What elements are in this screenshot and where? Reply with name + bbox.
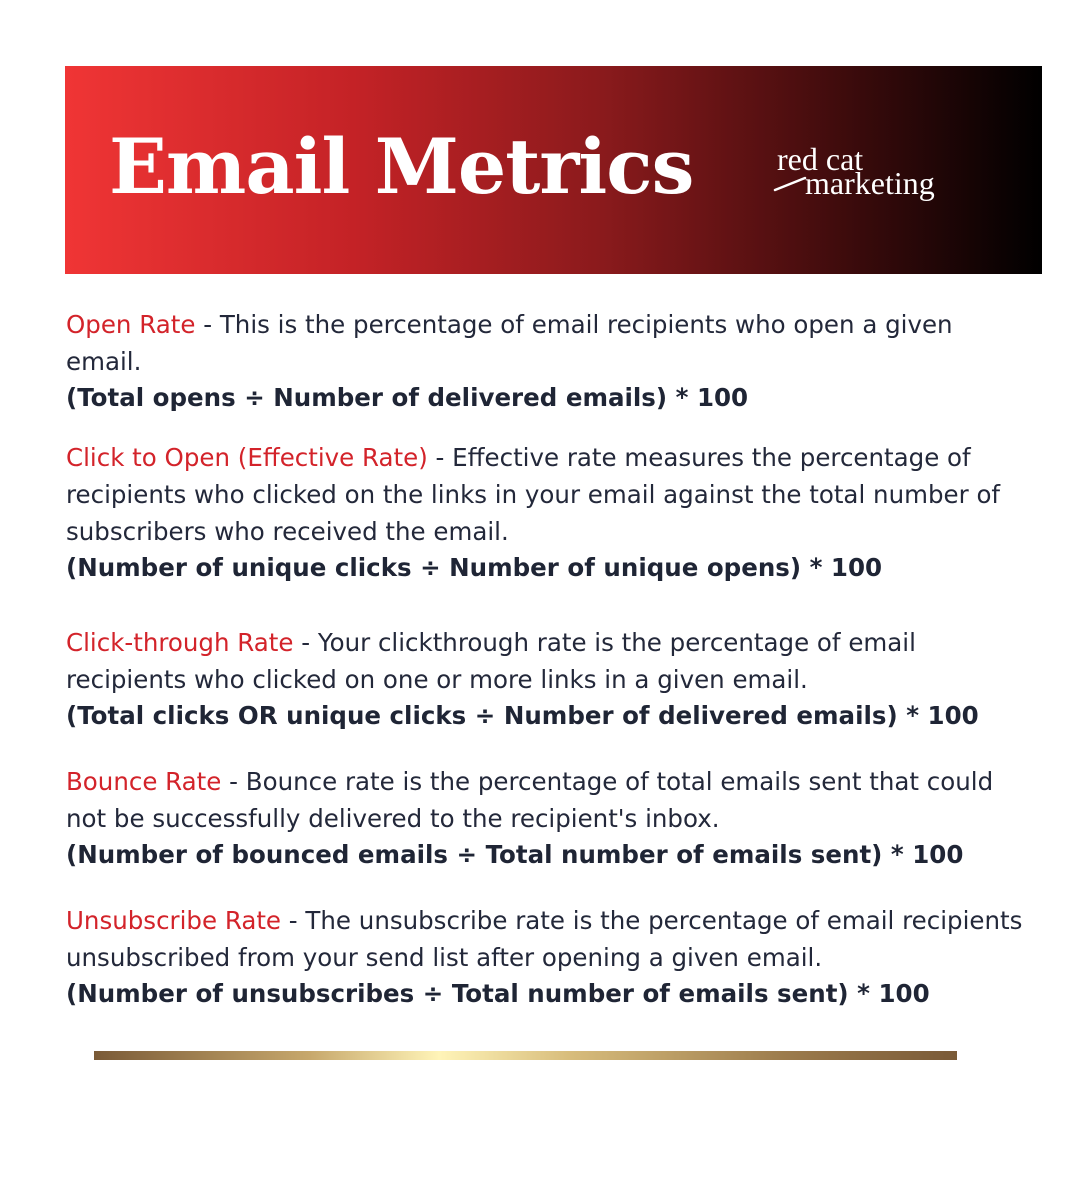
metric-formula: (Total clicks OR unique clicks ÷ Number of delivered emails) * 100	[66, 701, 979, 730]
metric-name: Bounce Rate	[66, 767, 222, 796]
metric-name: Open Rate	[66, 310, 196, 339]
gold-divider	[94, 1051, 957, 1060]
metric-description: - Your clickthrough rate is the percentage of email recipients who clicked on one or more links in a given email.	[66, 628, 916, 694]
metric-click-to-open	[66, 439, 1026, 586]
metric-formula: (Number of unique clicks ÷ Number of unique opens) * 100	[66, 553, 883, 582]
metric-open-rate	[66, 306, 1026, 416]
page-title: Email Metrics	[109, 122, 694, 211]
logo-text-bottom: marketing	[805, 165, 935, 201]
metric-name: Unsubscribe Rate	[66, 906, 282, 935]
metric-bounce-rate	[66, 763, 1026, 873]
logo-text-top: red cat	[777, 141, 864, 177]
metric-formula: (Number of bounced emails ÷ Total number of emails sent) * 100	[66, 840, 964, 869]
metric-name: Click-through Rate	[66, 628, 294, 657]
brand-logo	[773, 142, 983, 212]
logo-slash-icon	[773, 174, 809, 194]
header-banner	[65, 66, 1042, 274]
metric-description: - This is the percentage of email recipients who open a given email.	[66, 310, 953, 376]
metric-description: - The unsubscribe rate is the percentage of email recipients unsubscribed from your send list after opening a given email.	[66, 906, 1023, 972]
metric-formula: (Number of unsubscribes ÷ Total number of emails sent) * 100	[66, 979, 930, 1008]
metrics-list	[66, 306, 1026, 1012]
metric-formula: (Total opens ÷ Number of delivered emails) * 100	[66, 383, 749, 412]
metric-description: - Bounce rate is the percentage of total emails sent that could not be successfully delivered to the recipient's inbox.	[66, 767, 994, 833]
metric-unsubscribe-rate	[66, 902, 1026, 1012]
metric-name: Click to Open (Effective Rate)	[66, 443, 428, 472]
metric-description: - Effective rate measures the percentage of recipients who clicked on the links in your email against the total number of subscribers who received the email.	[66, 443, 1001, 546]
metric-click-through-rate	[66, 624, 1026, 734]
